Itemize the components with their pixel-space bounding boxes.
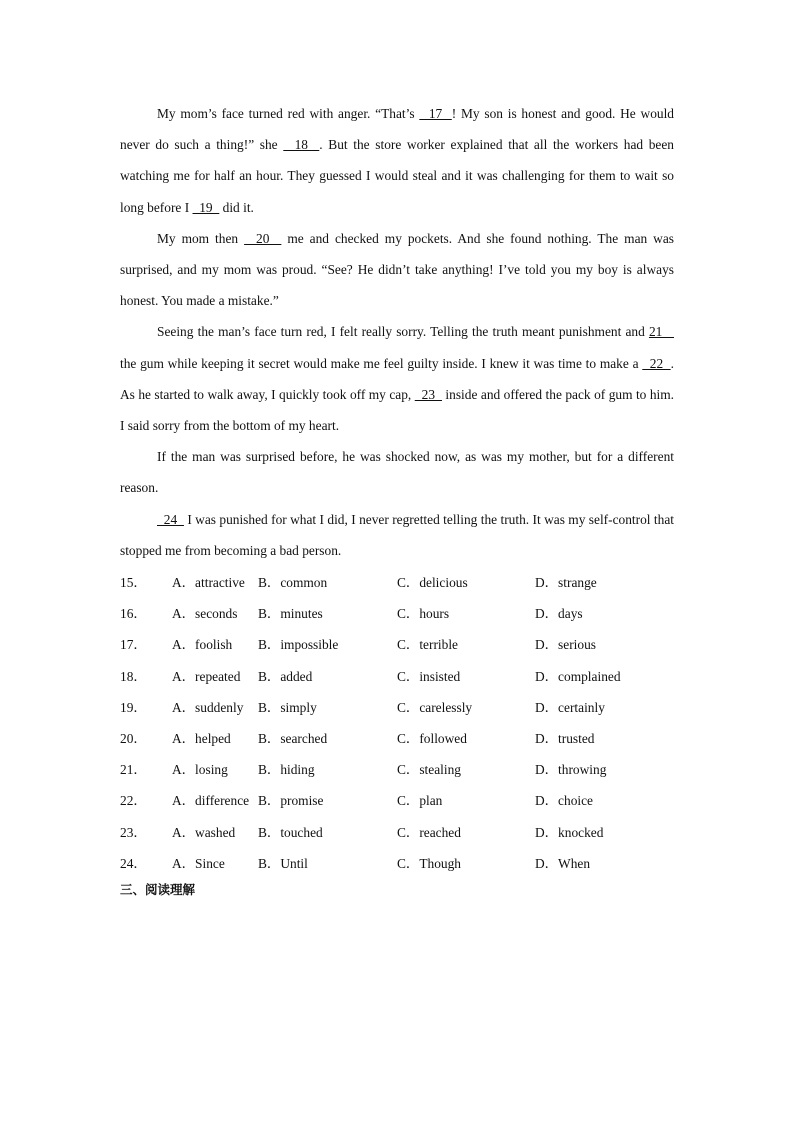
answer-options: [120, 567, 674, 879]
option-d: D．strange: [535, 575, 597, 591]
passage-paragraph-2: [120, 223, 674, 317]
option-d: D．choice: [535, 793, 594, 809]
option-row-23: [120, 817, 674, 848]
option-b: B．searched: [258, 730, 328, 746]
option-a: A．Since: [172, 855, 225, 871]
paragraph-text: ! My son is honest and good. He would never do such a thing!” she: [120, 106, 674, 153]
option-b: B．minutes: [258, 606, 323, 622]
document-page: [120, 98, 674, 901]
paragraph-text: the gum while keeping it secret would make me feel guilty inside. I knew it was time to make a: [120, 355, 643, 371]
blank-19: 19: [192, 199, 220, 215]
blank-17: 17: [419, 106, 452, 121]
question-number: 17．: [120, 637, 147, 653]
paragraph-text: If the man was surprised before, he was shocked now, as was my mother, but for a different reason.: [120, 449, 674, 496]
option-row-24: [120, 848, 674, 879]
option-c: C．carelessly: [397, 699, 473, 715]
paragraph-text: . But the store worker explained that all the workers had been watching me for half an hour. They guessed I would steal and it was challenging for them to wait so long before I: [120, 137, 675, 215]
option-b: B．simply: [258, 699, 317, 715]
option-c: C．insisted: [397, 668, 461, 684]
option-a: A．foolish: [172, 637, 233, 653]
passage-paragraph-3: [120, 316, 674, 441]
question-number: 20．: [120, 730, 147, 746]
option-a: A．suddenly: [172, 699, 244, 715]
option-b: B．touched: [258, 824, 323, 840]
blank-23: 23: [414, 386, 442, 402]
option-b: B．hiding: [258, 762, 315, 778]
question-number: 16．: [120, 606, 147, 622]
option-b: B．added: [258, 668, 313, 684]
option-row-21: [120, 754, 674, 785]
option-d: D．serious: [535, 637, 596, 653]
option-c: C．reached: [397, 824, 461, 840]
option-d: D．throwing: [535, 762, 607, 778]
option-d: D．certainly: [535, 699, 605, 715]
option-a: A．washed: [172, 824, 236, 840]
option-a: A．seconds: [172, 606, 238, 622]
option-row-15: [120, 567, 674, 598]
option-a: A．helped: [172, 730, 231, 746]
option-row-19: [120, 692, 674, 723]
paragraph-text: me and checked my pockets. And she found nothing. The man was surprised, and my mom was proud. “See? He didn’t take anything! I’ve told you my boy is always honest. You made a mistake.”: [120, 230, 674, 309]
question-number: 15．: [120, 575, 147, 591]
option-row-20: [120, 723, 674, 754]
option-c: C．stealing: [397, 762, 461, 778]
option-row-17: [120, 629, 674, 660]
option-d: D．trusted: [535, 730, 595, 746]
option-d: D．complained: [535, 668, 621, 684]
question-number: 23．: [120, 824, 147, 840]
option-b: B．impossible: [258, 637, 339, 653]
blank-24: 24: [157, 511, 184, 527]
option-b: B．common: [258, 575, 328, 591]
question-number: 18．: [120, 668, 147, 684]
option-d: D．When: [535, 855, 591, 871]
blank-20: 20: [244, 230, 282, 246]
paragraph-text: I was punished for what I did, I never regretted telling the truth. It was my self-control that stopped me from becoming a bad person.: [120, 511, 674, 558]
blank-22: 22: [642, 355, 671, 371]
blank-21: 21: [648, 324, 674, 340]
question-number: 21．: [120, 762, 147, 778]
option-c: C．plan: [397, 793, 443, 809]
paragraph-text: did it.: [219, 199, 254, 215]
section-heading: 三、阅读理解: [120, 881, 196, 897]
passage-paragraph-5: [120, 504, 674, 566]
option-a: A．difference: [172, 793, 250, 809]
paragraph-text: My mom’s face turned red with anger. “That’s: [157, 106, 420, 121]
paragraph-text: . As he started to walk away, I quickly took off my cap,: [120, 355, 674, 402]
option-row-22: [120, 785, 674, 816]
option-c: C．delicious: [397, 575, 468, 591]
option-c: C．terrible: [397, 637, 458, 653]
option-c: C．Though: [397, 855, 461, 871]
option-row-16: [120, 598, 674, 629]
option-d: D．knocked: [535, 824, 604, 840]
blank-18: 18: [283, 137, 320, 153]
question-number: 22．: [120, 793, 147, 809]
option-row-18: [120, 661, 674, 692]
passage-paragraph-1: [120, 98, 674, 223]
option-d: D．days: [535, 606, 583, 622]
option-a: A．repeated: [172, 668, 241, 684]
option-a: A．losing: [172, 762, 228, 778]
option-b: B．promise: [258, 793, 324, 809]
passage-paragraph-4: [120, 441, 674, 503]
question-number: 24．: [120, 855, 147, 871]
paragraph-text: inside and offered the pack of gum to him. I said sorry from the bottom of my heart.: [120, 386, 675, 434]
paragraph-text: My mom then: [157, 230, 245, 246]
option-b: B．Until: [258, 855, 308, 871]
option-c: C．hours: [397, 606, 450, 622]
question-number: 19．: [120, 699, 147, 715]
option-a: A．attractive: [172, 575, 245, 591]
option-c: C．followed: [397, 730, 467, 746]
paragraph-text: Seeing the man’s face turn red, I felt really sorry. Telling the truth meant punishment and: [157, 324, 649, 340]
